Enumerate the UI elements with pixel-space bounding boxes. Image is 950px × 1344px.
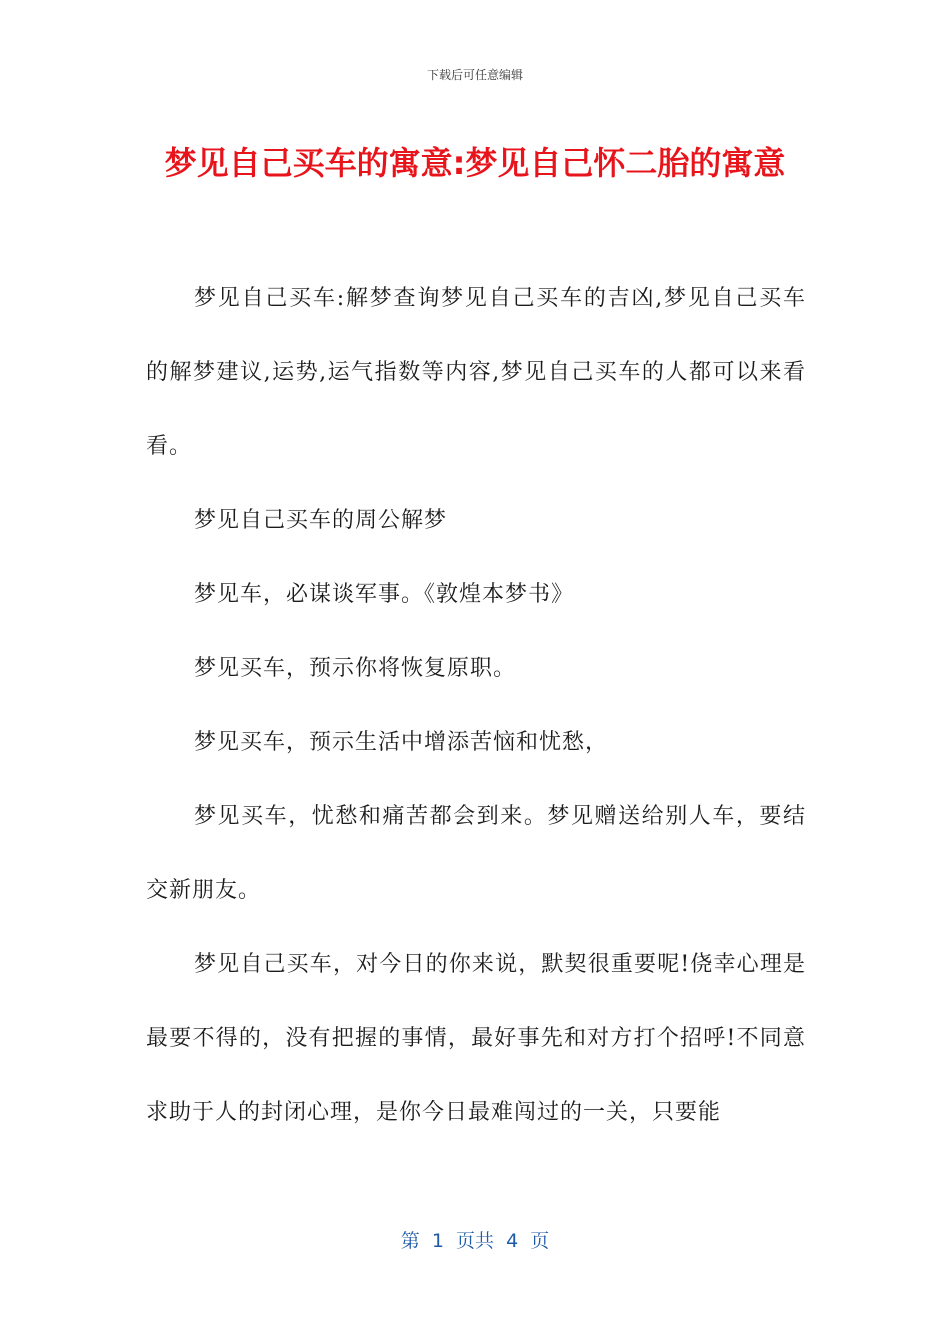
paragraph: 梦见车，必谋谈军事。《敦煌本梦书》 <box>194 582 575 607</box>
document-title: 梦见自己买车的寓意:梦见自己怀二胎的寓意 <box>164 144 786 182</box>
paragraph: 梦见买车，预示你将恢复原职。 <box>194 656 517 681</box>
document-body <box>146 262 806 1150</box>
paragraph: 梦见自己买车的周公解梦 <box>194 508 448 533</box>
paragraph: 梦见自己买车:解梦查询梦见自己买车的吉凶,梦见自己买车的解梦建议,运势,运气指数等内容,梦见自己买车的人都可以来看看。 <box>146 286 806 459</box>
header-note: 下载后可任意编辑 <box>426 68 523 82</box>
paragraph: 梦见买车，忧愁和痛苦都会到来。梦见赠送给别人车，要结交新朋友。 <box>146 804 806 903</box>
page-footer: 第 1 页共 4 页 <box>400 1230 550 1252</box>
paragraph: 梦见买车，预示生活中增添苦恼和忧愁， <box>194 730 609 755</box>
paragraph: 梦见自己买车，对今日的你来说，默契很重要呢!侥幸心理是最要不得的，没有把握的事情，最好事先和对方打个招呼!不同意求助于人的封闭心理，是你今日最难闯过的一关，只要能 <box>146 952 806 1125</box>
